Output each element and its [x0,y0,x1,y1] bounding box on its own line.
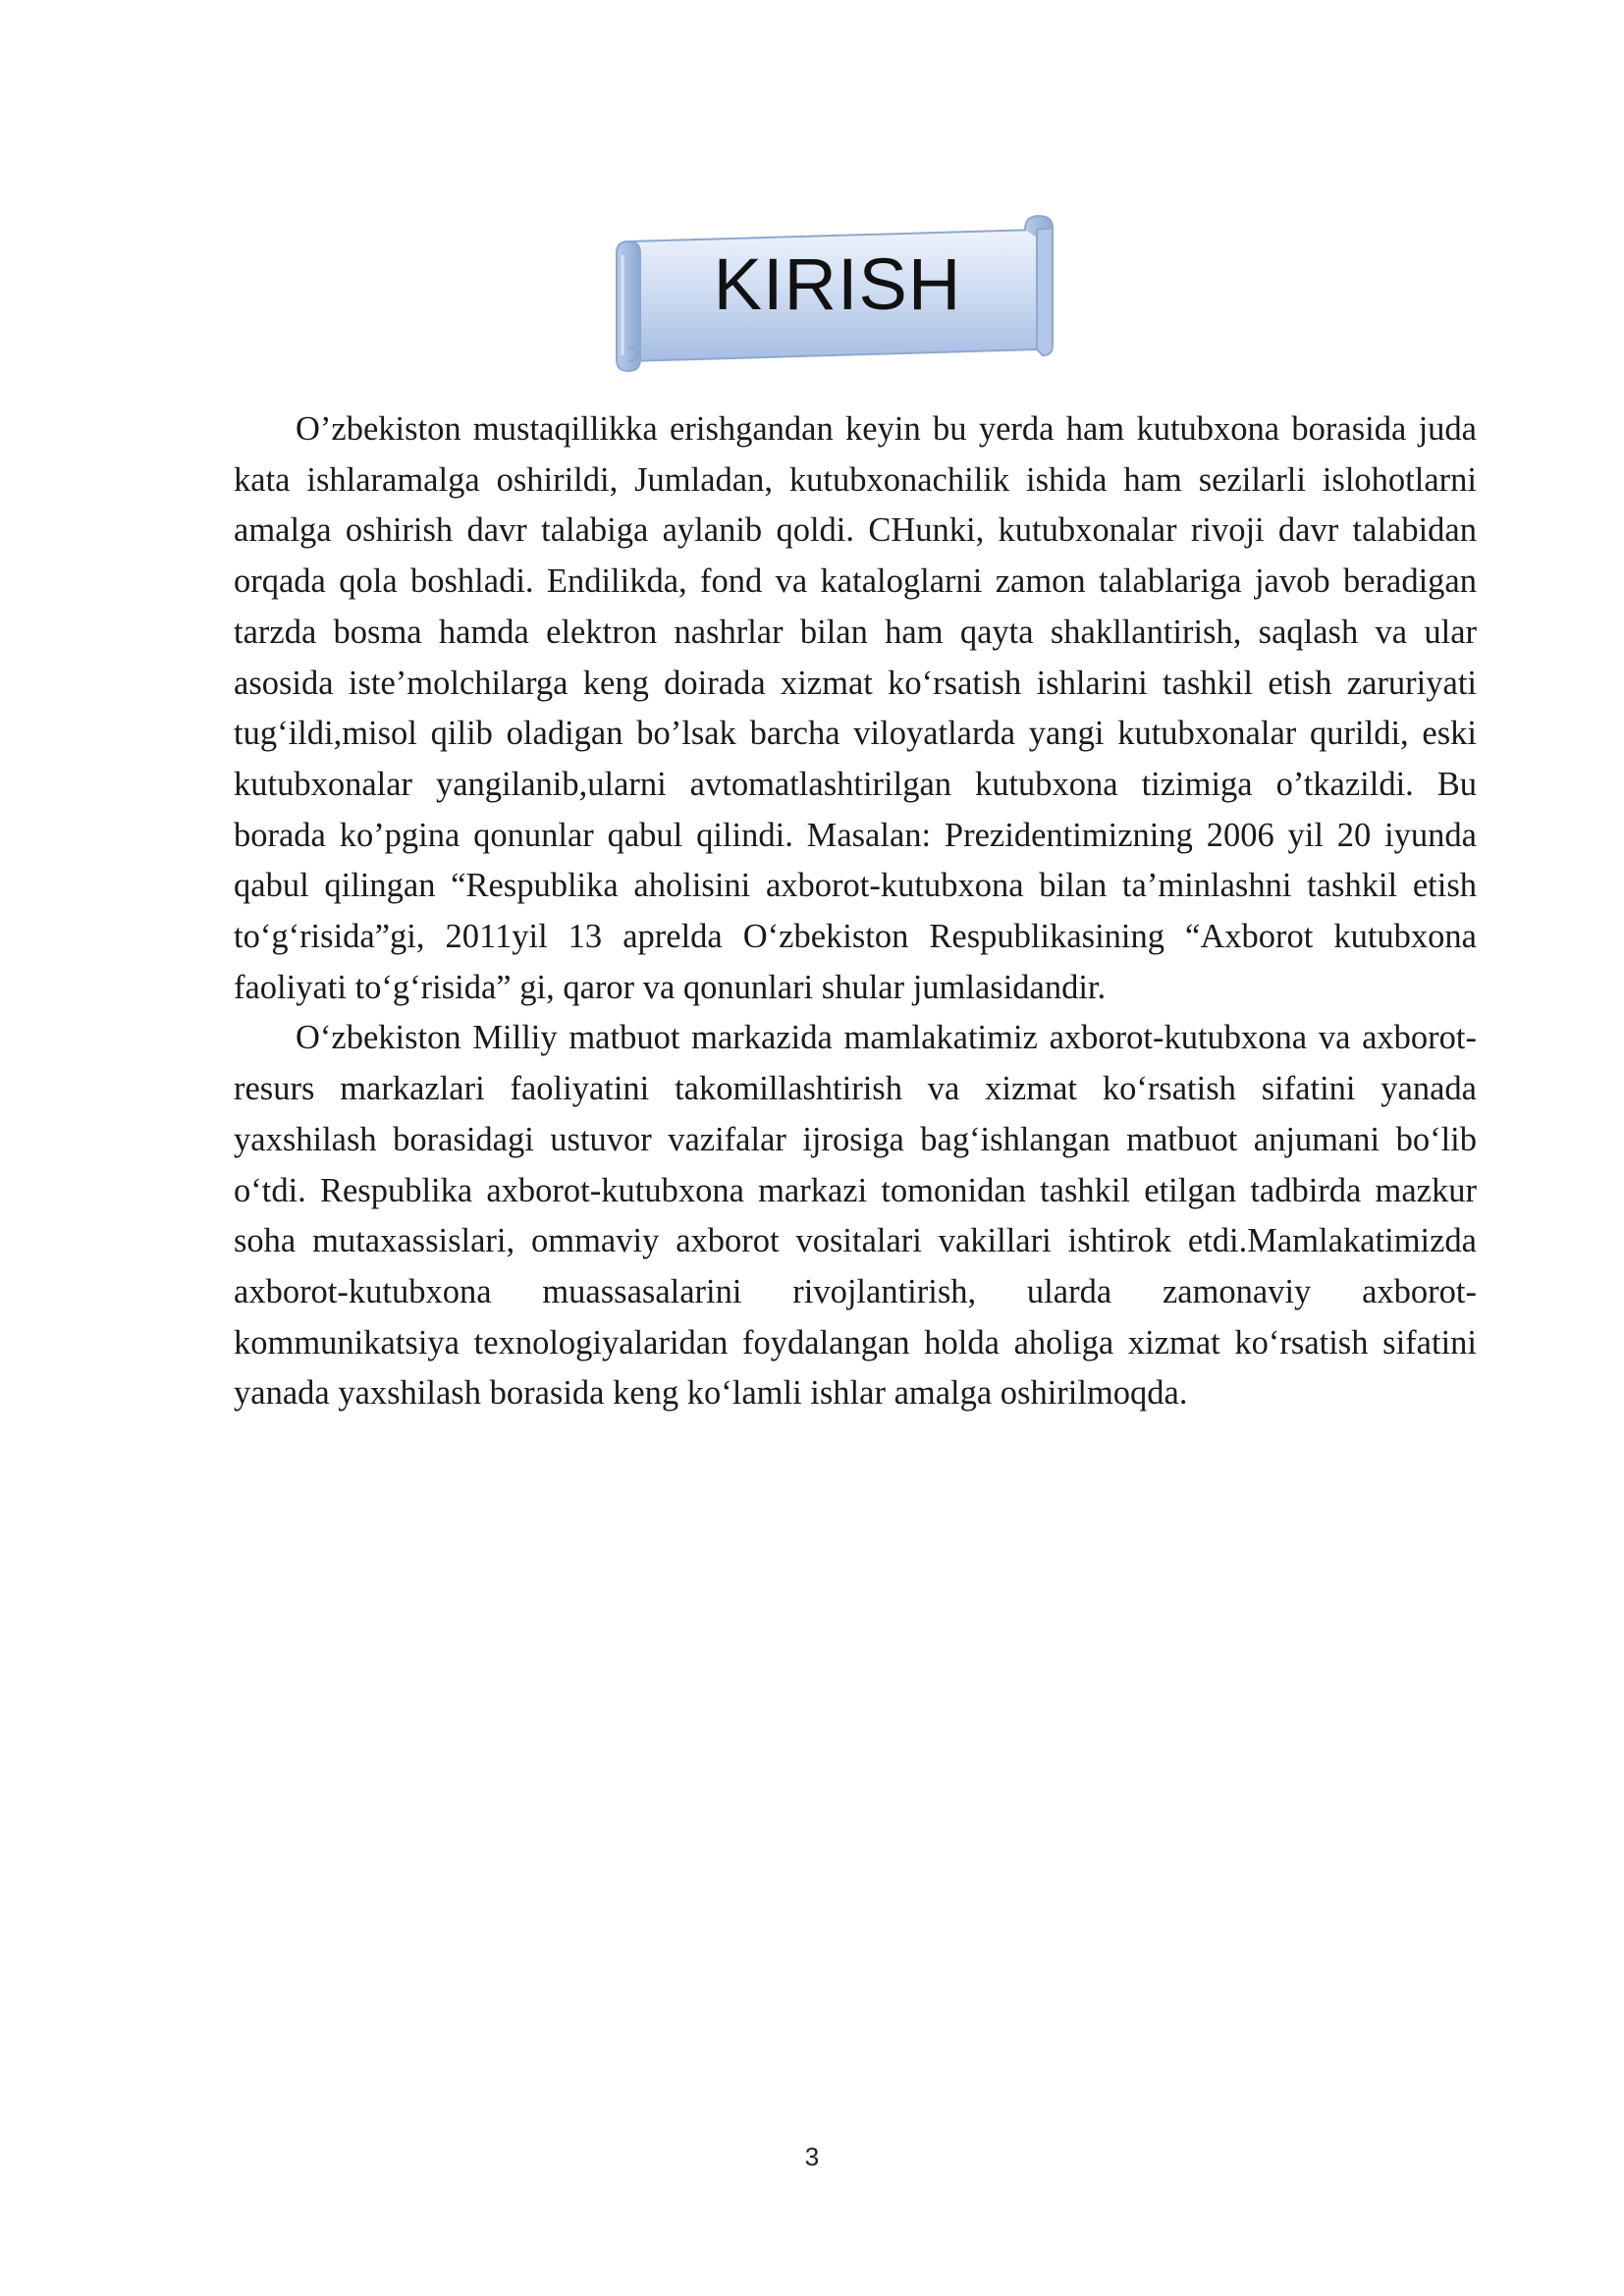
paragraph-1: O’zbekiston mustaqillikka erishgandan keyin bu yerda ham kutubxona borasida juda kata ishlaramalga oshirildi, Jumladan, kutubxonachilik ishida ham sezilarli islohotlarni amalga oshirish davr talabiga aylanib qoldi. CHunki, kutubxonalar rivoji davr talabidan orqada qola boshladi. Endilikda, fond va kataloglarni zamon talablariga javob beradigan tarzda bosma hamda elektron nashrlar bilan ham qayta shakllantirish, saqlash va ular asosida iste’molchilarga keng doirada xizmat ko‘rsatish ishlarini tashkil etish zaruriyati tug‘ildi,misol qilib oladigan bo’lsak barcha viloyatlarda yangi kutubxonalar qurildi, eski kutubxonalar yangilanib,ularni avtomatlashtirilgan kutubxona tizimiga o’tkazildi. Bu borada ko’pgina qonunlar qabul qilindi. Masalan: Prezidentimizning 2006 yil 20 iyunda qabul qilingan “Respublika aholisini axborot-kutubxona bilan ta’minlashni tashkil etish to‘g‘risida”gi, 2011yil 13 aprelda O‘zbekiston Respublikasining “Axborot kutubxona faoliyati to‘g‘risida” gi, qaror va qonunlari shular jumlasidandir. [234,410,1477,1006]
page-title: KIRISH [713,243,962,325]
paragraph-2: O‘zbekiston Milliy matbuot markazida mamlakatimiz axborot-kutubxona va axborot-resurs markazlari faoliyatini takomillashtirish va xizmat ko‘rsatish sifatini yanada yaxshilash borasidagi ustuvor vazifalar ijrosiga bag‘ishlangan matbuot anjumani bo‘lib o‘tdi. Respublika axborot-kutubxona markazi tomonidan tashkil etilgan tadbirda mazkur soha mutaxassislari, ommaviy axborot vositalari vakillari ishtirok etdi.Mamlakatimizda axborot-kutubxona muassasalarini rivojlantirish, ularda zamonaviy axborot-kommunikatsiya texnologiyalaridan foydalangan holda aholiga xizmat ko‘rsatish sifatini yanada yaxshilash borasida keng ko‘lamli ishlar amalga oshirilmoqda. [234,1019,1477,1413]
page-number: 3 [804,2142,820,2171]
body-text [234,404,1477,1419]
title-scroll-banner [615,212,1060,375]
